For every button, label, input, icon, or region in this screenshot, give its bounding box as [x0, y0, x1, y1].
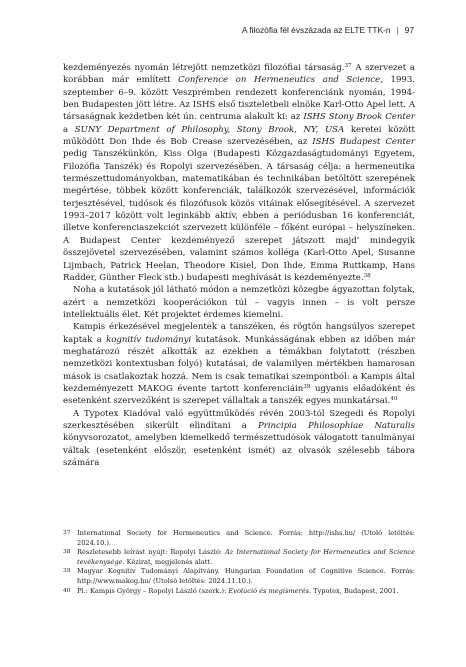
- header-separator: |: [396, 25, 399, 35]
- footnotes: [63, 529, 415, 596]
- footnote-text: [77, 587, 415, 597]
- text-run: Pl.: Kampis György – Ropolyi László (szerk.):: [77, 586, 229, 595]
- footnote-number: 39: [63, 568, 71, 575]
- text-run: Részletesebb leírást nyújt: Ropolyi László:: [77, 548, 226, 557]
- footnote-ref: 40: [390, 396, 398, 403]
- text-run: Magyar Kognitív Tudományi Alapítvány. Hungarian Foundation of Cognitive Science. Forrás: http://www.makog.hu/ (Utolsó letöltés: 2024.11.10.).: [77, 567, 415, 585]
- footnote: [63, 587, 415, 597]
- paragraph: [63, 62, 415, 284]
- paragraph: [63, 321, 415, 407]
- running-title: A filozófia fél évszázada az ELTE TTK-n: [241, 25, 391, 35]
- text-run: könyvsorozatot, amelyben kiemelkedő természettudósok válogatott tanulmányai váltak (esetenként először, esetenként ismét) az olvasók szélesebb tábora számára: [63, 433, 415, 468]
- footnote-ref: 39: [303, 383, 311, 390]
- italic-run: Principia Philosophiae Naturalis: [257, 420, 416, 431]
- running-header: [0, 23, 414, 37]
- text-run: ugyanis előadóként és esetenként szervezőként is szerepet vállaltak a tanszék egyes munkatársai.: [63, 383, 416, 407]
- footnote: [63, 529, 415, 548]
- italic-run: SUNY Department of Philosophy, Stony Brook, NY, USA: [74, 124, 345, 135]
- italic-run: kognitív tudományi: [106, 334, 192, 345]
- text-run: Typotex, Budapest, 2001.: [311, 586, 399, 595]
- text-run: kezdeményezés nyomán létrejött nemzetközi filozófiai társaság.: [63, 63, 345, 73]
- footnote-number: 38: [63, 549, 71, 556]
- body-text: [63, 62, 415, 469]
- footnote-number: 37: [63, 530, 71, 536]
- text-run: Kézirat, megjelenés alatt.: [124, 557, 213, 566]
- text-run: A Typotex Kiadóval való együttműködés révén 2003-tól Szegedi és Ropolyi szerkesztésében sikerült elindítani a: [63, 408, 415, 431]
- footnote-text: [77, 567, 415, 586]
- footnote-text: [77, 548, 415, 567]
- italic-run: Evolúció és megismerés.: [228, 586, 312, 595]
- text-run: a: [63, 124, 75, 135]
- footnote-number: 40: [63, 587, 71, 594]
- footnote: [63, 567, 415, 586]
- footnote-ref: 37: [344, 63, 352, 69]
- text-run: keretei között működött Don Ihde és Bob Crease szervezésében, az: [63, 124, 415, 148]
- text-run: Noha a kutatások jól látható módon a nemzetközi közegbe ágyazottan folytak, azért a nemzetközi kooperációkon túl – vagyis innen – is volt persze intellektuális élet. Két projektet érdemes kiemelni.: [63, 285, 415, 320]
- text-run: kutatások. Munkásságának ebben az időben már meghatározó részét alkották az ezekben a témákban folytatott (részben nemzetközi kontextusban folyó) kutatásai, de valamilyen mértékben hamarosan mások is csatlakoztak hozzá. Nem is csak tematikai szempontból: a Kampis által kezdeményezett MAKOG évente tartott konferenciáin: [63, 334, 416, 394]
- italic-run: Conference on Hermeneutics and Science: [178, 75, 381, 86]
- text-run: International Society for Hermeneutics and Science. Forrás: http://ishs.hu/ (Utoló letöltés: 2024.10.).: [77, 529, 415, 547]
- italic-run: Az International Society for Hermeneutics and Science tevékenysége.: [77, 548, 415, 566]
- footnote-text: [77, 529, 415, 548]
- page-number: 97: [404, 25, 414, 35]
- text-run: A szervezet a korábban már említett: [63, 63, 415, 86]
- footnote-ref: 38: [363, 272, 371, 279]
- text-run: pedig Tanszékünkön, Kiss Olga (Budapesti Közgazdaságtudományi Egyetem, Filozófia Tanszék) és Ropolyi szervezésében. A társaság célja: a hermeneutika természettudományokban, matematikában és technikában betöltött szerepének megértése, többek között konferenciák, találkozók szervezésével, információk terjesztésével, tudósok és filozófusok közös vitáinak elősegítésével. A szervezet 1993–2017 között volt leginkább aktív, ebben a periódusban 16 konferenciát, illetve konferenciaszekciót szervezett különféle – főként európai – helyszíneken. A Budapest Center kezdeményező szerepet játszott majd’ mindegyik összejövetel szervezésében, valamint számos kolléga (Karl-Otto Apel, Susanne Lijmbach, Patrick Heelan, Theodore Kisiel, Don Ihde, Emma Ruttkamp, Hans Radder, Günther Fleck stb.) budapesti meghívását is kezdeményezte.: [63, 149, 415, 283]
- text-run: Kampis érkezésével megjelentek a tanszéken, és rögtön hangsúlyos szerepet kaptak a: [63, 322, 415, 345]
- paragraph: [63, 408, 415, 470]
- paragraph: [63, 284, 415, 321]
- text-run: , 1993. szeptember 6–9. között Veszprémben rendezett konferenciánk nyomán, 1994-ben Budapesten jött létre. Az ISHS első tiszteletbeli elnöke Karl-Otto Apel lett. A társaságnak kezdetben két ún. centruma alakult ki: az: [63, 75, 415, 123]
- italic-run: ISHS Budapest Center: [312, 137, 415, 148]
- footnote: [63, 548, 415, 567]
- italic-run: ISHS Stony Brook Center: [303, 112, 415, 123]
